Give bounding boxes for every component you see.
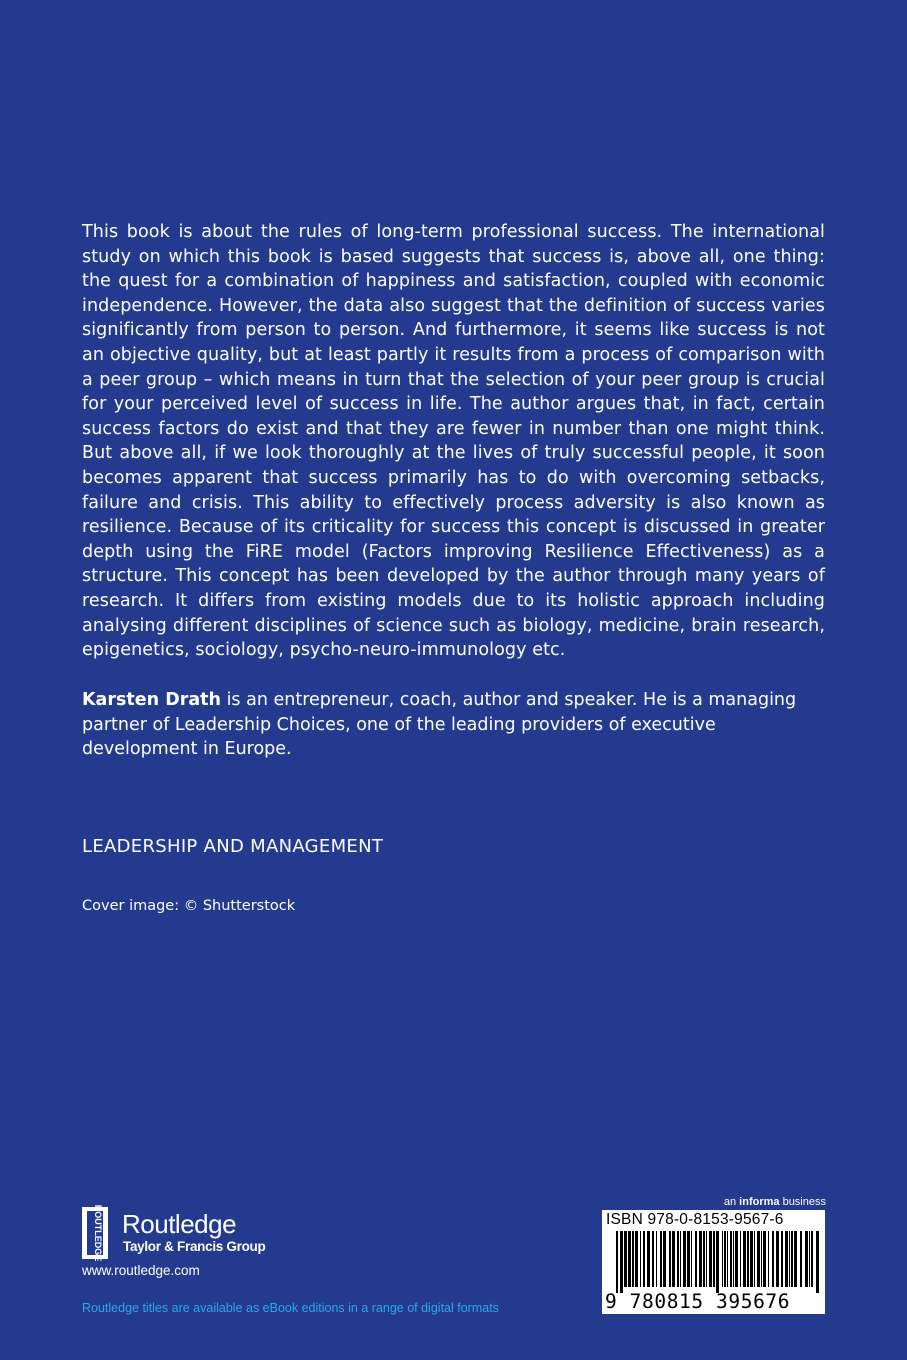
barcode-graphic: [616, 1231, 822, 1293]
author-name: Karsten Drath: [82, 690, 221, 710]
ebook-note: Routledge titles are available as eBook editions in a range of digital formats: [82, 1301, 499, 1315]
barcode-bar: [809, 1231, 810, 1287]
informa-brand: informa: [739, 1196, 780, 1208]
barcode-bar: [647, 1231, 650, 1287]
barcode-bar: [761, 1231, 762, 1287]
barcode-digits: 9 780815 395676: [605, 1290, 791, 1313]
barcode-bar: [687, 1231, 690, 1287]
barcode-bar: [683, 1231, 686, 1287]
barcode-bar: [772, 1231, 774, 1287]
barcode-bar: [680, 1231, 681, 1287]
barcode-bar: [695, 1231, 697, 1287]
barcode-bar: [643, 1231, 645, 1287]
barcode-bar: [727, 1231, 728, 1287]
barcode-bar: [691, 1231, 692, 1287]
barcode-bar: [713, 1231, 715, 1287]
barcode-bar: [624, 1231, 627, 1287]
barcode-bar: [663, 1231, 666, 1287]
barcode-bar: [768, 1231, 769, 1287]
barcode-bar: [669, 1231, 671, 1287]
barcode-bar: [811, 1231, 813, 1287]
barcode-bar: [706, 1231, 707, 1287]
barcode-bar: [616, 1231, 618, 1293]
isbn-barcode-box: [602, 1210, 825, 1314]
barcode-bar: [754, 1231, 755, 1287]
routledge-logo-icon: [80, 1205, 116, 1261]
barcode-bar: [785, 1231, 788, 1287]
informa-business: [600, 1196, 826, 1208]
book-description: This book is about the rules of long-term professional success. The international study on which this book is based suggests that success is, above all, one thing: the quest for a combination of happiness and satisfaction, coupled with economic independence. However, the data also suggest that the definition of success varies significantly from person to person. And furthermore, it seems like success is not an objective quality, but at least partly it results from a process of comparison with a peer group – which means in turn that the selection of your peer group is crucial for your perceived level of success in life. The author argues that, in fact, certain success factors do exist and that they are fewer in number than one might think. But above all, if we look thoroughly at the lives of truly successful people, it soon becomes apparent that success primarily has to do with overcoming setbacks, failure and crisis. This ability to effectively process adversity is also known as resilience. Because of its criticality for success this concept is discussed in greater depth using the FiRE model (Factors improving Resilience Effectiveness) as a structure. This concept has been developed by the author through many years of research. It differs from existing models due to its holistic approach including analysing different disciplines of science such as biology, medicine, brain research, epigenetics, sociology, psycho-neuro-immunology etc.: [82, 222, 825, 661]
informa-suffix: business: [779, 1196, 826, 1208]
barcode-bar: [805, 1231, 808, 1287]
barcode-bar: [628, 1231, 631, 1287]
informa-prefix: an: [723, 1196, 740, 1208]
barcode-bar: [677, 1231, 679, 1287]
barcode-bar: [733, 1231, 734, 1287]
svg-text:ROUTLEDGE: ROUTLEDGE: [93, 1205, 103, 1261]
barcode-bar: [740, 1231, 741, 1287]
author-bio-text: is an entrepreneur, coach, author and speaker. He is a managing partner of Leadership Choices, one of the leading providers of executive development in Europe.: [82, 690, 797, 760]
barcode-bar: [735, 1231, 738, 1287]
publisher-name: Routledge: [122, 1209, 237, 1239]
barcode-bar: [699, 1231, 702, 1287]
barcode-bar: [794, 1231, 797, 1287]
barcode-bar: [763, 1231, 766, 1287]
barcode-bar: [716, 1231, 719, 1293]
barcode-bar: [789, 1231, 790, 1287]
isbn-text: ISBN 978-0-8153-9567-6: [606, 1211, 784, 1228]
barcode-bar: [816, 1231, 819, 1293]
barcode-bar: [660, 1231, 662, 1287]
barcode-bar: [776, 1231, 779, 1287]
barcode-bar: [632, 1231, 634, 1287]
barcode-bar: [750, 1231, 753, 1287]
barcode-bar: [730, 1231, 732, 1287]
subject-category: LEADERSHIP AND MANAGEMENT: [82, 836, 384, 857]
publisher-logo: [80, 1205, 280, 1261]
barcode-bar: [800, 1231, 802, 1287]
barcode-bar: [652, 1231, 654, 1287]
author-bio: [82, 688, 825, 762]
cover-credit: Cover image: © Shutterstock: [82, 898, 296, 914]
barcode-bar: [703, 1231, 705, 1287]
publisher-url: www.routledge.com: [82, 1263, 200, 1278]
publisher-group: Taylor & Francis Group: [123, 1239, 266, 1254]
barcode-bar: [656, 1231, 657, 1287]
barcode-bar: [709, 1231, 712, 1287]
barcode-bar: [640, 1231, 641, 1287]
barcode-bar: [781, 1231, 783, 1287]
barcode-bar: [722, 1231, 723, 1287]
barcode-bar: [757, 1231, 760, 1287]
barcode-bar: [620, 1231, 623, 1293]
barcode-bar: [791, 1231, 793, 1287]
barcode-bar: [743, 1231, 746, 1287]
barcode-bar: [635, 1231, 638, 1287]
barcode-bar: [747, 1231, 749, 1287]
barcode-bar: [724, 1231, 726, 1287]
barcode-bar: [672, 1231, 675, 1287]
